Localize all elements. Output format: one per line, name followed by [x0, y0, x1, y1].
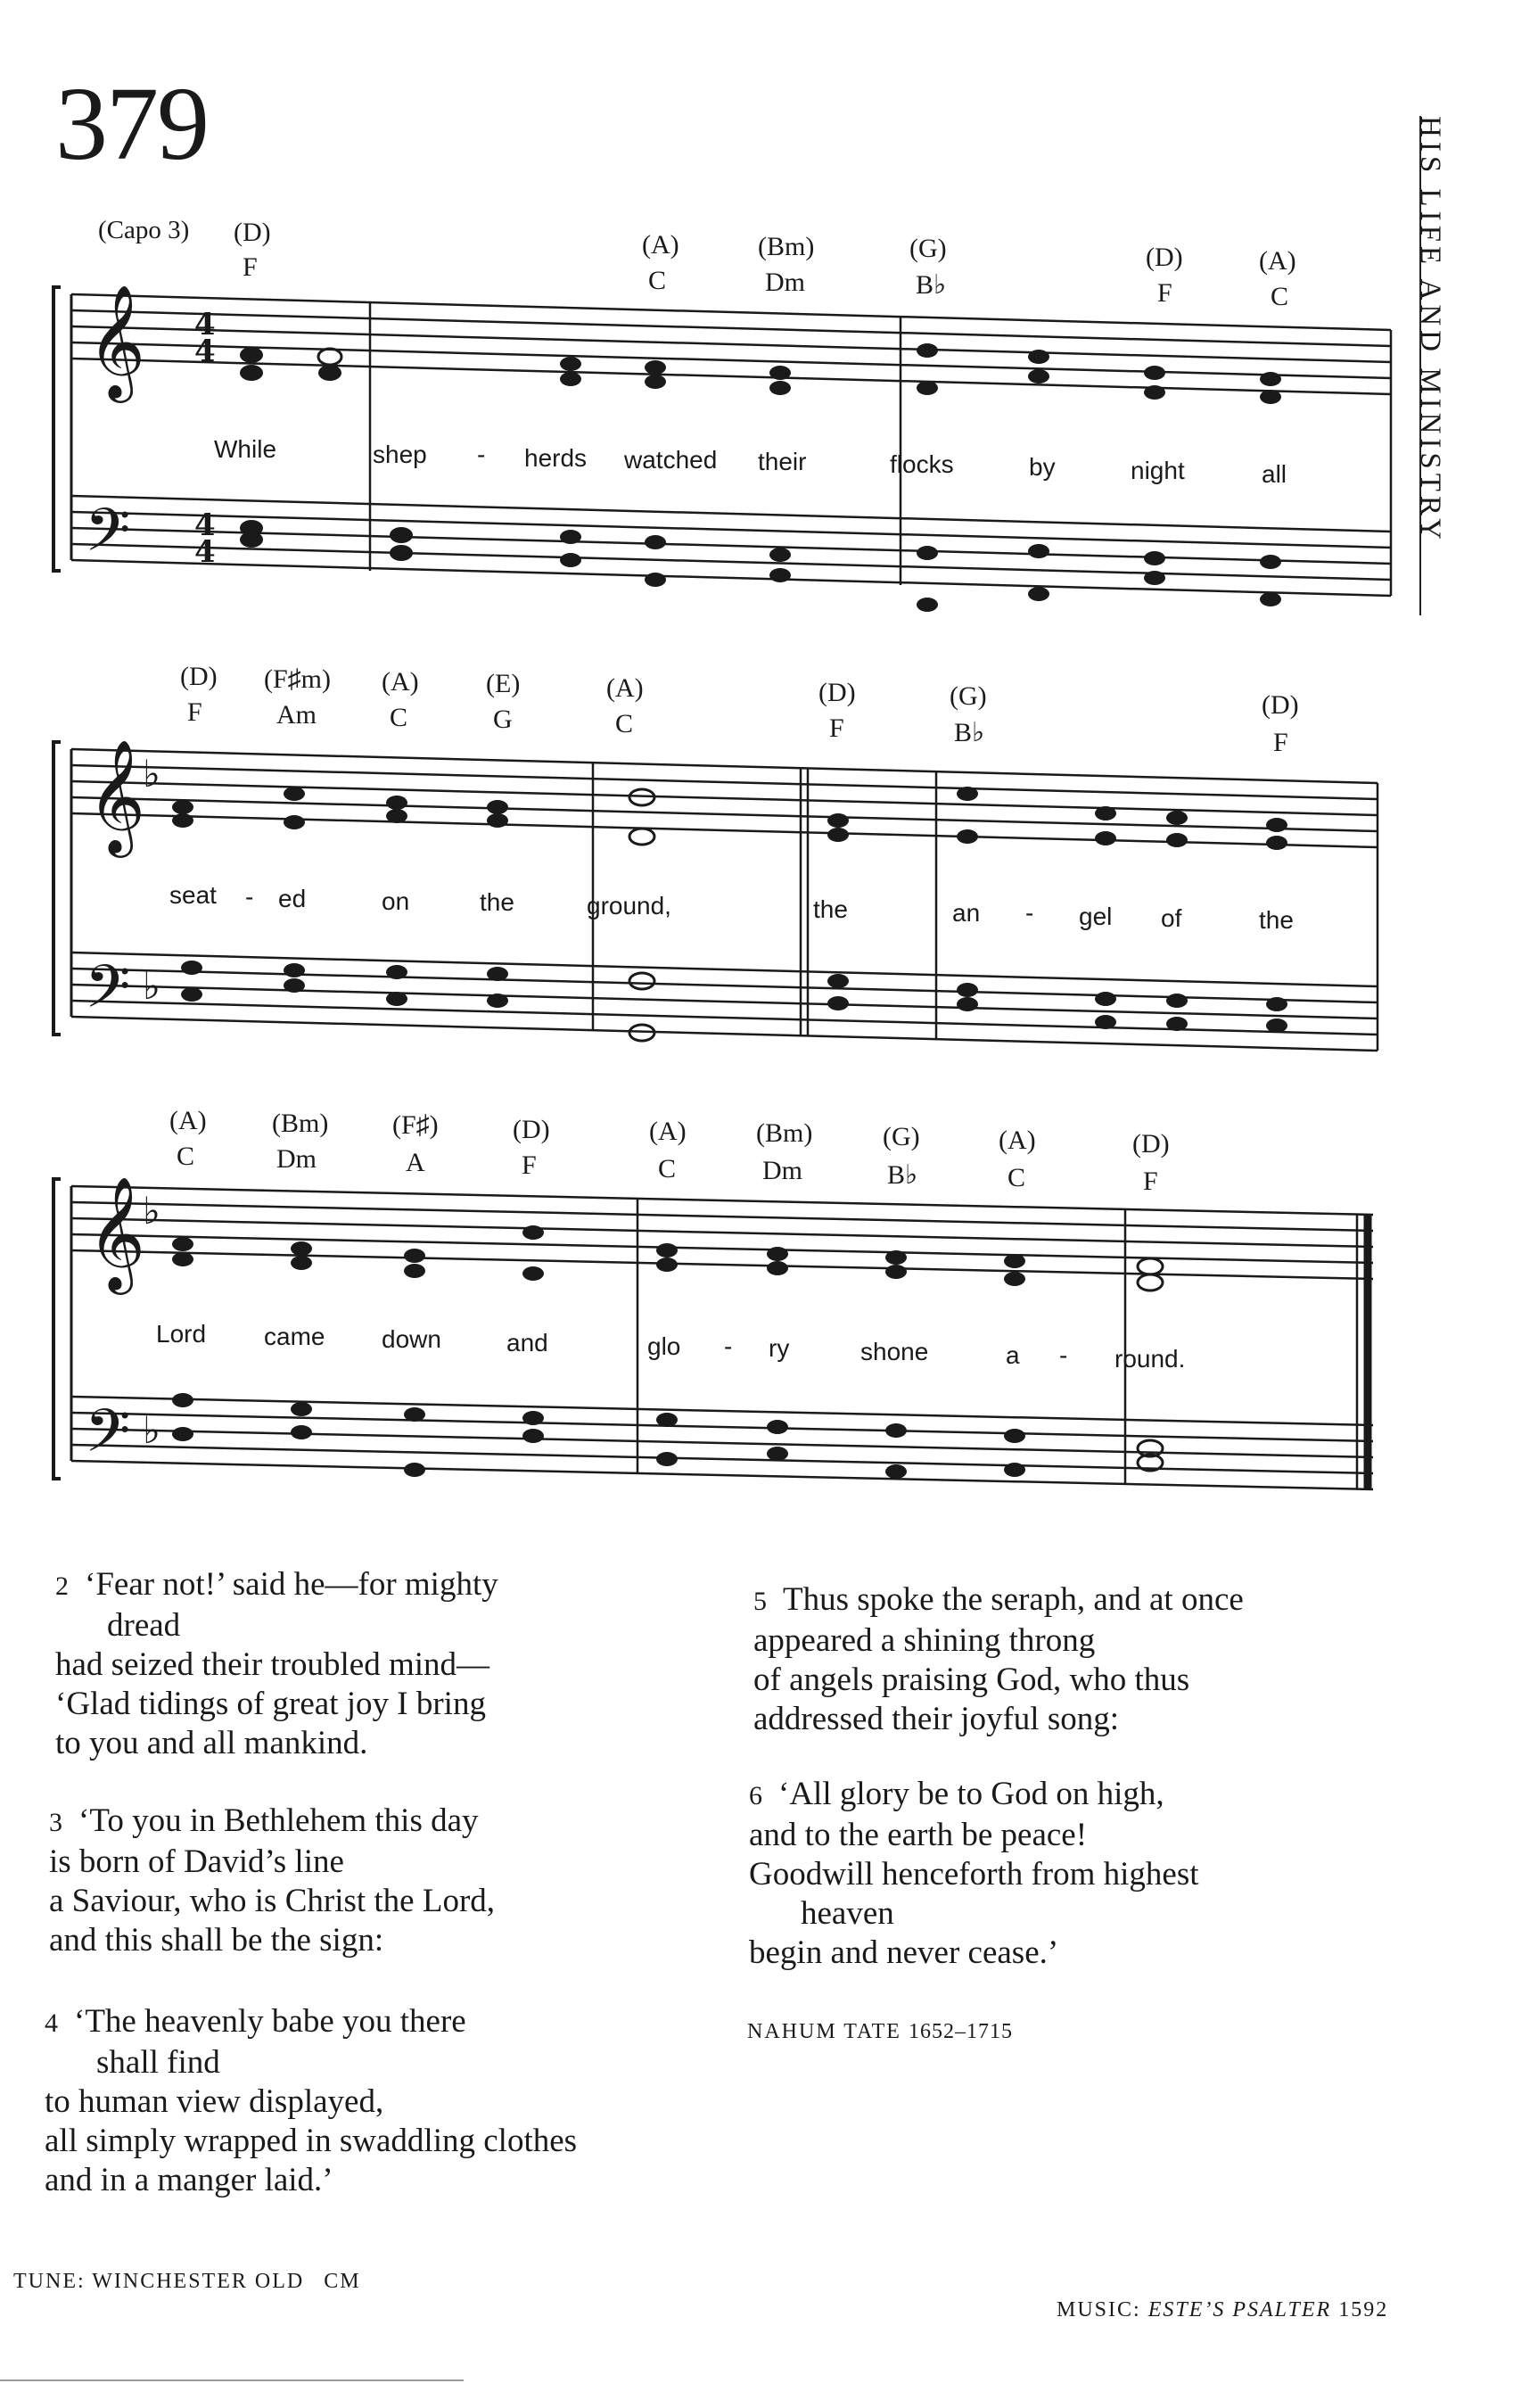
chord-guitar: (D): [234, 218, 271, 247]
tune-name: TUNE: WINCHESTER OLD: [13, 2270, 305, 2293]
lyric-syllable: of: [1161, 904, 1182, 932]
svg-text:𝄞: 𝄞: [87, 742, 146, 851]
verse-line: begin and never cease.’: [749, 1934, 1059, 1971]
chord-guitar: (A): [649, 1117, 687, 1146]
chord-key: C: [177, 1142, 195, 1171]
chord-key: C: [1008, 1163, 1026, 1192]
lyric-syllable: ed: [278, 885, 307, 912]
chord-key: F: [243, 252, 258, 282]
lyric-syllable: -: [245, 883, 254, 911]
chord-key: Dm: [762, 1156, 802, 1185]
chord-guitar: (D): [513, 1115, 550, 1144]
chord-key: G: [493, 705, 513, 734]
lyric-syllable: While: [214, 435, 277, 463]
verse-line: ‘All glory be to God on high,: [778, 1776, 1164, 1812]
verse-2: [55, 1565, 498, 1763]
svg-text:4: 4: [194, 507, 216, 543]
chord-key: B♭: [887, 1160, 918, 1190]
lyric-syllable: glo: [647, 1332, 681, 1360]
lyric-syllable: -: [1059, 1341, 1068, 1369]
lyric-syllable: herds: [524, 444, 588, 472]
svg-text:𝄢: 𝄢: [85, 956, 131, 1035]
chord-guitar: (A): [642, 230, 679, 260]
chord-guitar: (A): [606, 673, 644, 703]
chord-key: C: [658, 1154, 677, 1183]
verse-line: heaven: [801, 1895, 894, 1932]
chord-guitar: (Bm): [756, 1118, 813, 1148]
lyric-syllable: on: [382, 887, 410, 915]
verse-line: Goodwill henceforth from highest: [749, 1856, 1199, 1893]
verse-number: 5: [753, 1587, 767, 1616]
svg-text:♭: ♭: [143, 755, 160, 796]
lyric-syllable: Lord: [156, 1320, 207, 1348]
chord-guitar: (G): [950, 681, 987, 711]
verse-4: [45, 2002, 577, 2200]
lyric-syllable: ground,: [587, 892, 671, 919]
chord-key: Am: [276, 700, 317, 730]
lyric-syllable: shone: [860, 1338, 929, 1365]
verse-number: 2: [55, 1571, 69, 1601]
chord-guitar: (D): [818, 678, 856, 707]
lyric-syllable: round.: [1114, 1345, 1186, 1373]
lyric-syllable: -: [724, 1332, 733, 1360]
chord-key: F: [1273, 728, 1288, 757]
chord-guitar: (F♯): [392, 1110, 439, 1140]
music-label: MUSIC:: [1057, 2298, 1141, 2321]
chord-guitar: (Bm): [758, 232, 815, 261]
chord-guitar: (Bm): [272, 1109, 329, 1138]
chord-key: B♭: [954, 718, 985, 747]
verse-line: of angels praising God, who thus: [753, 1662, 1190, 1698]
chord-key: F: [187, 697, 202, 727]
verse-line: to you and all mankind.: [55, 1725, 368, 1761]
chord-key: C: [1271, 282, 1289, 311]
verse-line: shall find: [96, 2044, 220, 2081]
svg-text:𝄢: 𝄢: [85, 499, 131, 578]
lyric-syllable: an: [952, 899, 981, 927]
lyric-syllable: seat: [169, 881, 217, 909]
chord-key: F: [1143, 1167, 1158, 1196]
chord-key: C: [648, 266, 667, 295]
svg-text:4: 4: [194, 334, 216, 369]
lyric-syllable: by: [1029, 453, 1056, 481]
chord-guitar: (G): [883, 1122, 920, 1151]
verse-number: 3: [49, 1808, 62, 1837]
lyric-syllable: came: [264, 1323, 325, 1350]
lyric-syllable: a: [1006, 1341, 1020, 1369]
chord-guitar: (D): [1132, 1129, 1170, 1159]
chord-key: A: [406, 1148, 425, 1177]
chord-key: Dm: [276, 1144, 317, 1174]
hymn-number: 379: [55, 65, 208, 182]
lyric-syllable: -: [477, 441, 486, 468]
author-credit: [747, 2020, 1013, 2044]
verse-5: [753, 1580, 1244, 1739]
svg-text:4: 4: [194, 534, 216, 570]
chord-guitar: (G): [909, 234, 947, 263]
svg-text:♭: ♭: [143, 1411, 160, 1452]
verse-line: ‘To you in Bethlehem this day: [78, 1802, 479, 1839]
chord-key: F: [1157, 278, 1172, 308]
lyric-syllable: ry: [769, 1334, 790, 1362]
lyric-syllable: the: [813, 895, 848, 923]
verse-line: had seized their troubled mind—: [55, 1646, 490, 1683]
lyric-syllable: shep: [373, 441, 427, 468]
svg-text:♭: ♭: [143, 967, 160, 1008]
verse-6: [749, 1775, 1199, 1973]
chord-guitar: (D): [180, 662, 218, 691]
lyric-syllable: all: [1262, 460, 1287, 488]
chord-guitar: (D): [1262, 690, 1299, 720]
chord-guitar: (E): [486, 669, 521, 698]
chord-guitar: (A): [169, 1106, 207, 1135]
svg-text:𝄢: 𝄢: [85, 1400, 131, 1479]
verse-number: 6: [749, 1781, 762, 1810]
verse-line: and to the earth be peace!: [749, 1817, 1088, 1853]
chord-key: Dm: [765, 268, 805, 297]
chord-key: F: [522, 1150, 537, 1180]
chord-key: C: [615, 709, 634, 738]
verse-line: to human view displayed,: [45, 2083, 384, 2120]
chord-key: C: [390, 703, 408, 732]
chord-guitar: (A): [382, 667, 419, 697]
lyric-syllable: the: [1259, 906, 1294, 934]
lyric-syllable: gel: [1079, 903, 1113, 930]
svg-text:𝄞: 𝄞: [87, 287, 146, 396]
verse-line: Thus spoke the seraph, and at once: [783, 1581, 1244, 1618]
footer-rule: [0, 2379, 464, 2381]
verse-line: and in a manger laid.’: [45, 2162, 333, 2198]
music-year: 1592: [1338, 2298, 1389, 2321]
capo-marking: (Capo 3): [98, 216, 190, 244]
chord-guitar: (D): [1146, 243, 1183, 272]
section-title: [1413, 116, 1467, 624]
verse-line: ‘The heavenly babe you there: [74, 2003, 466, 2040]
author-name: NAHUM TATE: [747, 2020, 901, 2043]
verse-line: is born of David’s line: [49, 1843, 344, 1880]
lyric-syllable: flocks: [890, 450, 954, 478]
verse-line: and this shall be the sign:: [49, 1922, 384, 1959]
verse-line: ‘Glad tidings of great joy I bring: [55, 1686, 486, 1722]
lyric-syllable: down: [382, 1325, 441, 1353]
meter: CM: [324, 2270, 361, 2293]
chord-key: F: [829, 713, 844, 743]
svg-text:♭: ♭: [143, 1192, 160, 1233]
svg-text:𝄞: 𝄞: [87, 1179, 146, 1288]
lyric-syllable: night: [1131, 457, 1185, 484]
author-dates: 1652–1715: [908, 2020, 1013, 2043]
lyric-syllable: the: [480, 888, 514, 916]
svg-text:4: 4: [194, 307, 216, 342]
music-staff-system-3: [0, 1168, 1400, 1525]
chord-guitar: (A): [1259, 246, 1296, 276]
verse-number: 4: [45, 2008, 58, 2038]
lyric-syllable: -: [1025, 899, 1034, 927]
lyric-syllable: watched: [624, 446, 718, 474]
verse-3: [49, 1802, 495, 1960]
music-staff-system-2: [0, 731, 1400, 1088]
chord-guitar: (A): [999, 1126, 1036, 1155]
music-credit: [1057, 2298, 1388, 2322]
verse-line: addressed their joyful song:: [753, 1701, 1119, 1737]
music-source: ESTE’S PSALTER: [1147, 2298, 1332, 2321]
verse-line: dread: [107, 1607, 181, 1644]
tune-credit: [13, 2270, 361, 2294]
verse-line: all simply wrapped in swaddling clothes: [45, 2123, 578, 2159]
lyric-syllable: their: [758, 448, 807, 475]
verse-line: appeared a shining throng: [753, 1622, 1096, 1659]
chord-guitar: (F♯m): [264, 664, 331, 694]
chord-key: B♭: [916, 270, 947, 300]
section-title-text: HIS LIFE AND MINISTRY: [1414, 116, 1446, 544]
verse-line: ‘Fear not!’ said he—for mighty: [85, 1566, 498, 1603]
lyric-syllable: and: [506, 1329, 548, 1357]
verse-line: a Saviour, who is Christ the Lord,: [49, 1883, 496, 1919]
